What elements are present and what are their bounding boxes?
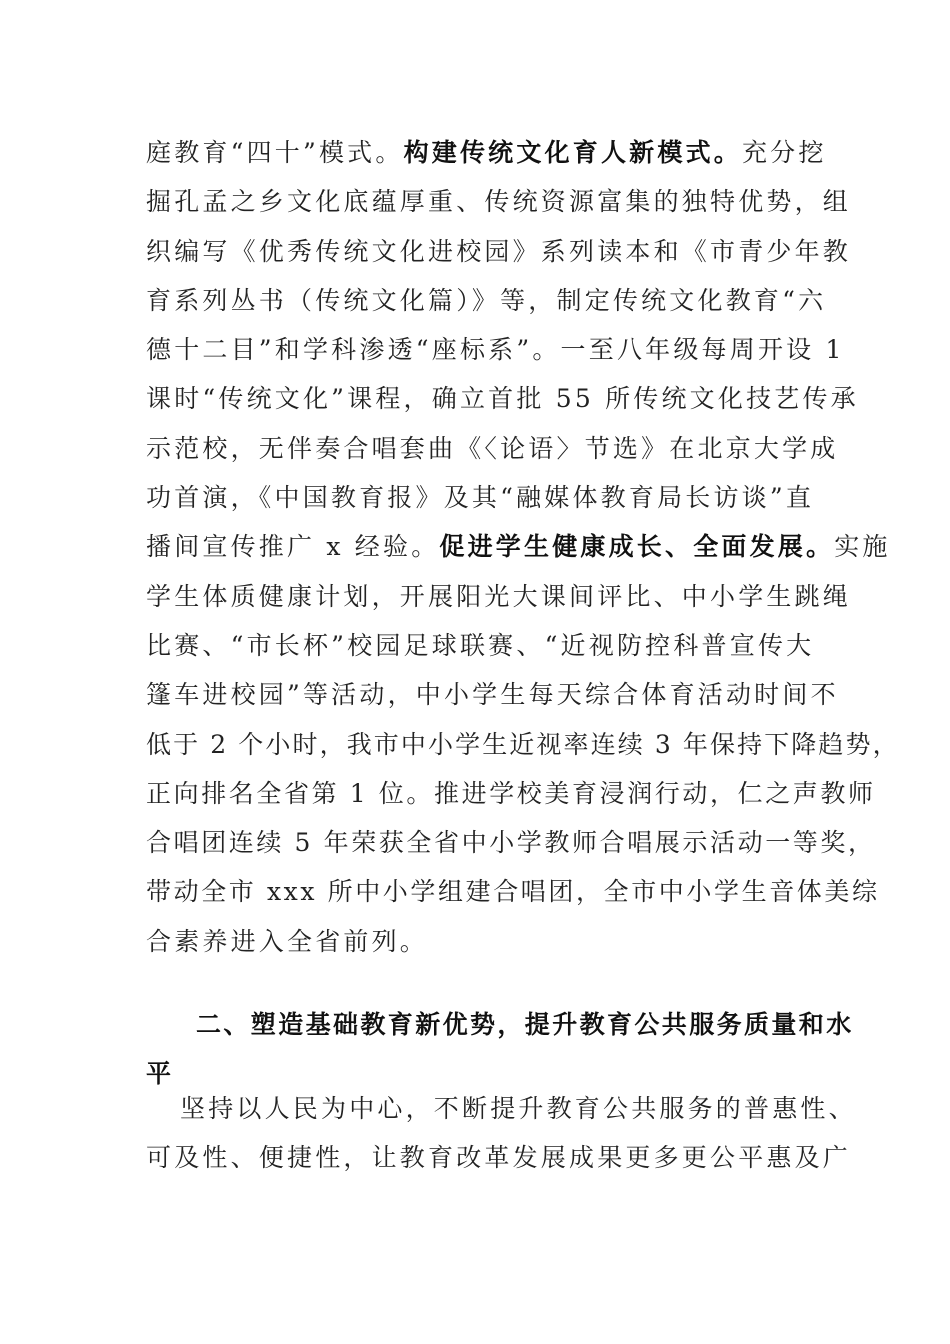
text-line: 可及性、便捷性，让教育改革发展成果更多更公平惠及广 — [146, 1143, 852, 1173]
paragraph-public-service — [146, 1084, 857, 1183]
heading-line: 二、塑造基础教育新优势，提升教育公共服务质量和水 — [196, 1010, 854, 1039]
text-line: 正向排名全省第 1 位。推进学校美育浸润行动，仁之声教师 — [146, 778, 876, 808]
text-line: 坚持以人民为中心，不断提升教育公共服务的普惠性、 — [180, 1094, 857, 1123]
text-line: 掘孔孟之乡文化底蕴厚重、传统资源富集的独特优势，组 — [146, 187, 852, 217]
text-line: 育系列丛书（传统文化篇）》等，制定传统文化教育“六 — [146, 285, 827, 315]
text-line: 合素养进入全省前列。 — [146, 926, 429, 956]
text-run: 庭教育“四十”模式。 — [146, 138, 404, 167]
text-line: 合唱团连续 5 年荣获全省中小学教师合唱展示活动一等奖， — [146, 828, 876, 858]
heading-line: 平 — [146, 1059, 175, 1089]
text-line — [146, 522, 891, 571]
text-run: 播间宣传推广 x 经验。 — [146, 532, 440, 562]
text-run: 实施 — [834, 532, 891, 562]
text-line: 带动全市 xxx 所中小学组建合唱团，全市中小学生音体美综 — [146, 877, 880, 907]
text-line: 德十二目”和学科渗透“座标系”。一至八年级每周开设 1 — [146, 335, 845, 365]
text-line: 学生体质健康计划，开展阳光大课间评比、中小学生跳绳 — [146, 581, 852, 611]
text-run: 充分挖 — [741, 138, 827, 167]
text-line: 示范校，无伴奏合唱套曲《〈论语〉节选》在北京大学成 — [146, 433, 839, 463]
bold-subheading-student-health: 促进学生健康成长、全面发展。 — [439, 532, 835, 562]
paragraph-education-practice — [146, 128, 900, 966]
text-line — [146, 128, 827, 177]
bold-subheading-traditional-culture: 构建传统文化育人新模式。 — [403, 138, 742, 167]
text-line: 比赛、“市长杯”校园足球联赛、“近视防控科普宣传大 — [146, 630, 815, 660]
text-line: 功首演，《中国教育报》及其“融媒体教育局长访谈”直 — [146, 483, 815, 513]
text-line: 织编写《优秀传统文化进校园》系列读本和《市青少年教 — [146, 236, 852, 266]
text-line: 课时“传统文化”课程，确立首批 55 所传统文化技艺传承 — [146, 384, 859, 414]
text-line: 低于 2 个小时，我市中小学生近视率连续 3 年保持下降趋势， — [146, 729, 900, 759]
text-line: 篷车进校园”等活动，中小学生每天综合体育活动时间不 — [146, 680, 839, 710]
